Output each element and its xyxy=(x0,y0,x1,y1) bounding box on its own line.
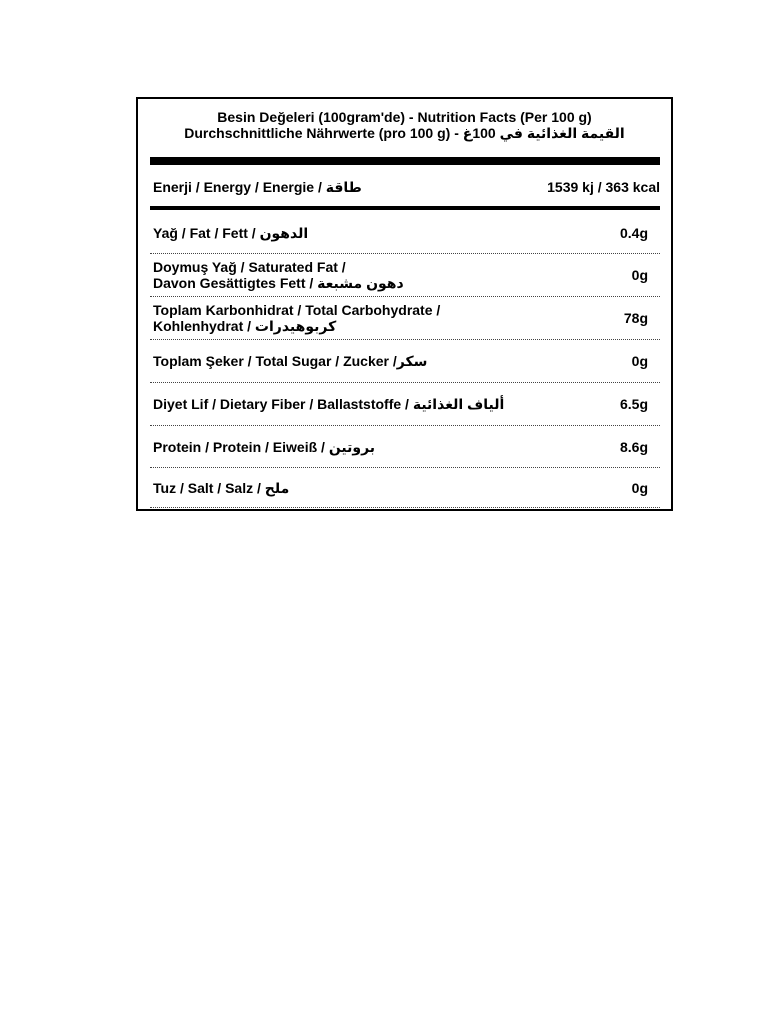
nutrient-name: Toplam Şeker / Total Sugar / Zucker /سكر xyxy=(153,353,428,369)
nutrient-value: 0.4g xyxy=(619,225,648,241)
row-divider xyxy=(150,507,660,508)
nutrient-name-line-2: Davon Gesättigtes Fett / دهون مشبعة xyxy=(153,275,404,291)
nutrient-name-line-1: Doymuş Yağ / Saturated Fat / xyxy=(153,259,346,275)
header-divider-bar xyxy=(150,157,660,165)
nutrition-header xyxy=(138,109,671,141)
nutrient-value: 0g xyxy=(631,267,648,283)
nutrient-name-line-1: Toplam Karbonhidrat / Total Carbohydrate / xyxy=(153,302,441,318)
row-divider xyxy=(150,296,660,297)
nutrient-name: Tuz / Salt / Salz / ملح xyxy=(153,480,290,496)
energy-label: Enerji / Energy / Energie / طاقة xyxy=(153,179,362,195)
row-divider xyxy=(150,253,660,254)
nutrition-facts-label xyxy=(136,97,673,511)
row-divider xyxy=(150,382,660,383)
header-line-1: Besin Değeleri (100gram'de) - Nutrition Facts (Per 100 g) xyxy=(217,109,592,125)
row-divider xyxy=(150,467,660,468)
row-divider xyxy=(150,339,660,340)
nutrient-value: 0g xyxy=(631,353,648,369)
header-line-2: Durchschnittliche Nährwerte (pro 100 g) - القيمة الغذائية في 100غ xyxy=(184,125,625,141)
nutrient-name: Diyet Lif / Dietary Fiber / Ballaststoffe / ألياف الغذائية xyxy=(153,396,505,412)
nutrient-value: 78g xyxy=(623,310,648,326)
nutrient-value: 6.5g xyxy=(619,396,648,412)
energy-divider-bar xyxy=(150,206,660,210)
row-divider xyxy=(150,425,660,426)
nutrient-name-line-2: Kohlenhydrat / كربوهيدرات xyxy=(153,318,337,334)
nutrient-name: Yağ / Fat / Fett / الدهون xyxy=(153,225,309,241)
nutrient-name: Protein / Protein / Eiweiß / بروتين xyxy=(153,439,376,455)
nutrient-value: 8.6g xyxy=(619,439,648,455)
energy-value: 1539 kj / 363 kcal xyxy=(547,179,660,195)
nutrient-value: 0g xyxy=(631,480,648,496)
